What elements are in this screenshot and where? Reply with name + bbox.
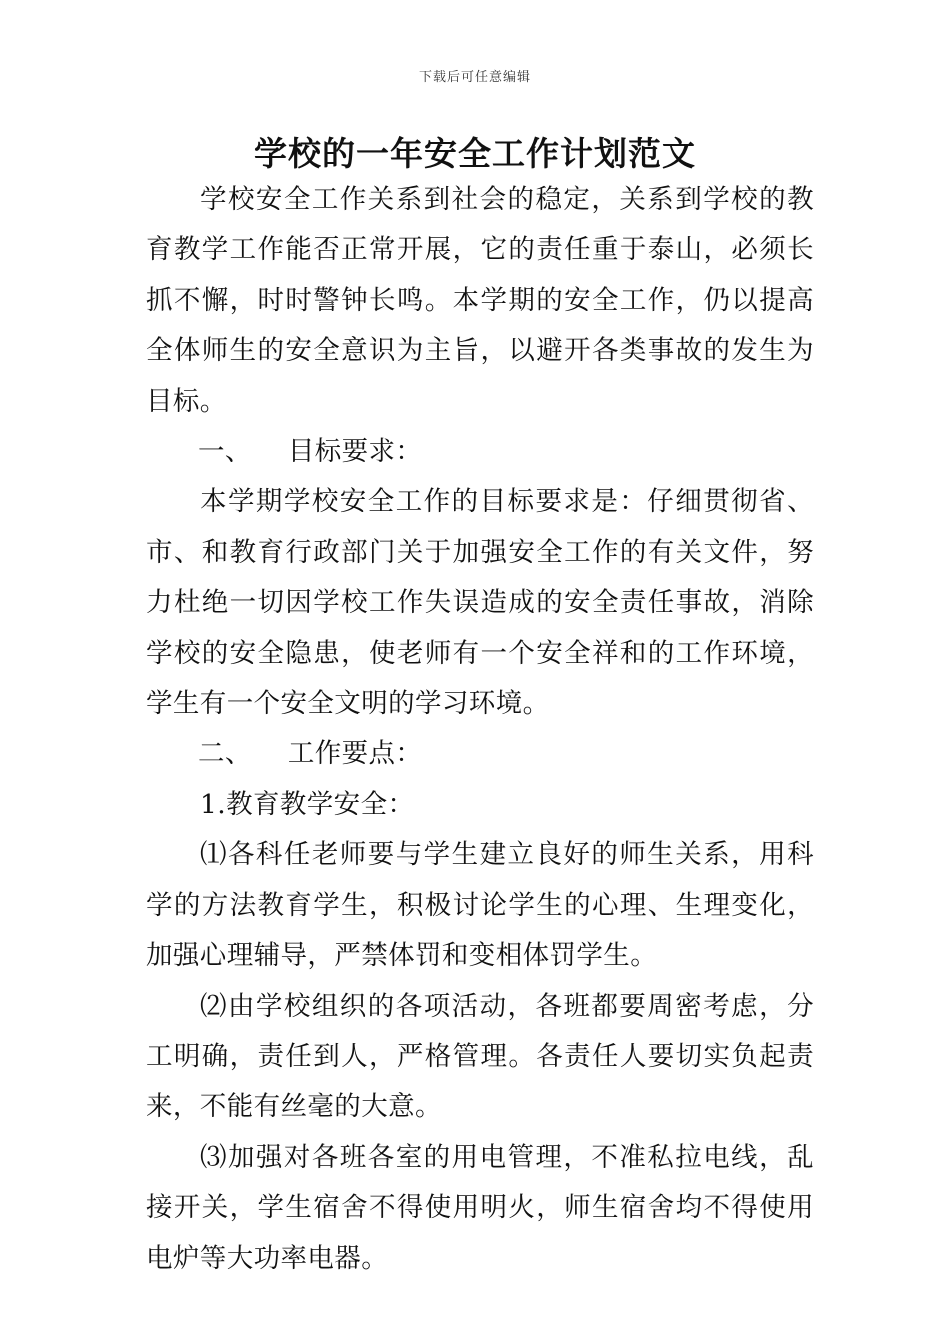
section-number: 二、 [198,738,252,770]
list-item-3: ⑶加强对各班各室的用电管理，不准私拉电线，乱接开关，学生宿舍不得使用明火，师生宿舍均不得使用电炉等大功率电器。 [146,1141,814,1274]
section-number: 一、 [198,436,252,468]
section-title: 目标要求： [287,436,423,468]
section-heading-2 [146,729,814,779]
subsection-heading: 1.教育教学安全： [200,788,415,820]
intro-paragraph: 学校安全工作关系到社会的稳定，关系到学校的教育教学工作能否正常开展，它的责任重于泰山，必须长抓不懈，时时警钟长鸣。本学期的安全工作，仍以提高全体师生的安全意识为主旨，以避开各类事故的发生为目标。 [146,184,814,417]
list-item-2: ⑵由学校组织的各项活动，各班都要周密考虑，分工明确，责任到人，严格管理。各责任人要切实负起责来，不能有丝毫的大意。 [146,990,814,1123]
section-title: 工作要点： [287,738,423,770]
section-heading-1 [146,427,814,477]
list-item-1: ⑴各科任老师要与学生建立良好的师生关系，用科学的方法教育学生，积极讨论学生的心理、生理变化，加强心理辅导，严禁体罚和变相体罚学生。 [146,839,814,972]
document-title: 学校的一年安全工作计划范文 [254,134,696,173]
header-note: 下载后可任意编辑 [418,70,531,85]
document-body [146,175,814,1284]
section-1-paragraph: 本学期学校安全工作的目标要求是：仔细贯彻省、市、和教育行政部门关于加强安全工作的有关文件，努力杜绝一切因学校工作失误造成的安全责任事故，消除学校的安全隐患，使老师有一个安全祥和的工作环境，学生有一个安全文明的学习环境。 [146,486,814,720]
